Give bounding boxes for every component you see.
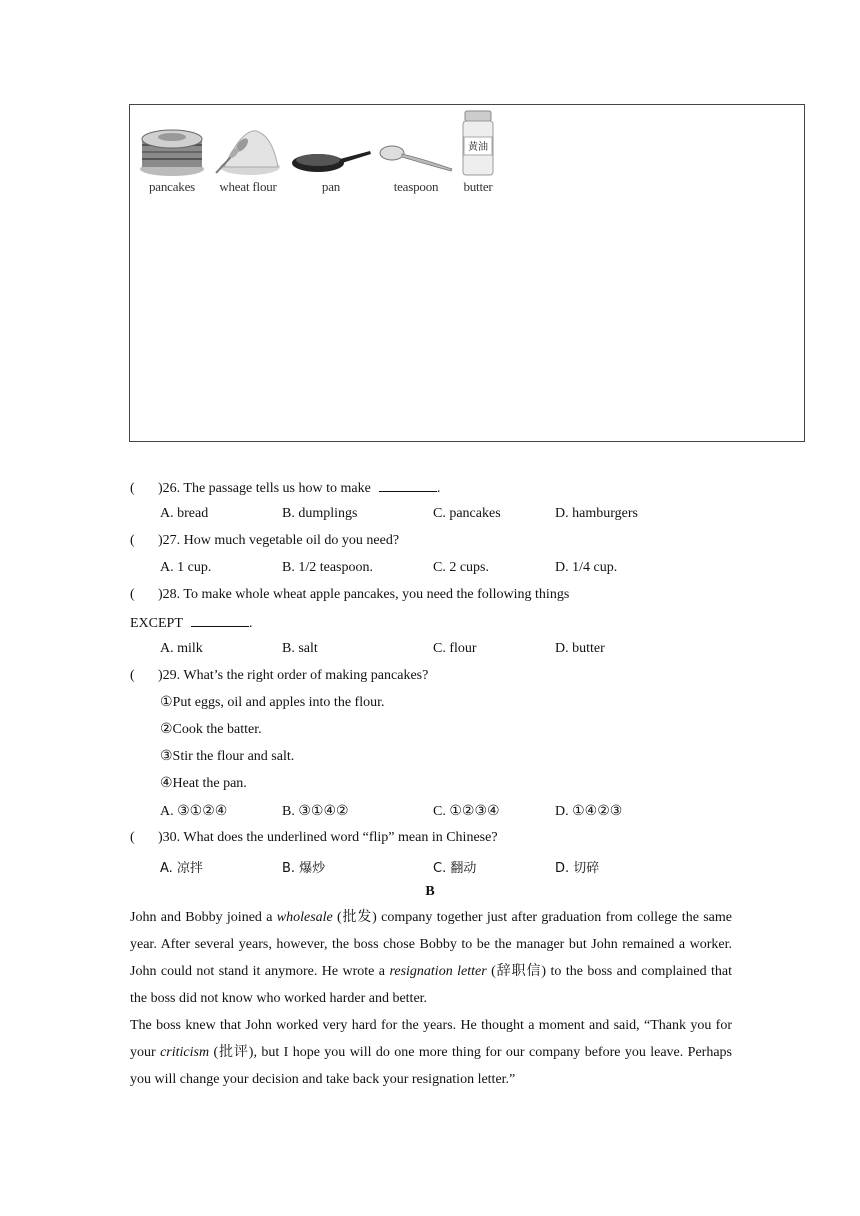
- question-stem: )29. What’s the right order of making pancakes?: [158, 668, 429, 683]
- butter-icon: [460, 109, 496, 177]
- answer-paren: (: [130, 830, 135, 845]
- answer-paren: (: [130, 668, 135, 683]
- option-b: B. dumplings: [282, 506, 358, 521]
- answer-paren: (: [130, 587, 135, 602]
- option-b: B. salt: [282, 641, 318, 656]
- question-28-cont: EXCEPT .: [130, 616, 253, 631]
- options-30: [0, 857, 860, 876]
- step-3: ③Stir the flour and salt.: [160, 749, 295, 764]
- option-b: B. 爆炒: [282, 861, 326, 876]
- picture-label: pan: [321, 179, 341, 194]
- option-d: D. butter: [555, 641, 605, 656]
- option-d: D. hamburgers: [555, 506, 638, 521]
- picture-teaspoon: [378, 123, 454, 195]
- options-29: [0, 803, 860, 819]
- question-29: [130, 668, 428, 684]
- step-1: ①Put eggs, oil and apples into the flour.: [160, 695, 385, 710]
- option-d: D. 切碎: [555, 861, 600, 876]
- picture-row: [138, 109, 502, 195]
- options-28: [0, 641, 860, 657]
- option-c: C. ①②③④: [433, 804, 500, 819]
- option-c: C. pancakes: [433, 506, 501, 521]
- section-heading: B: [425, 884, 435, 899]
- option-b: B. 1/2 teaspoon.: [282, 560, 373, 575]
- option-c: C. 翻动: [433, 861, 477, 876]
- paragraph-1: John and Bobby joined a wholesale (批发) company together just after graduation from college the same year. After several years, however, the boss chose Bobby to be the manager but John remained a worker. John could not stand it anymore. He wrote a resignation letter (辞职信) to the boss and complained that the boss did not know who worked harder and better.: [130, 910, 733, 1006]
- option-a: A. 1 cup.: [160, 560, 212, 575]
- question-stem: )28. To make whole wheat apple pancakes, you need the following things: [158, 587, 570, 602]
- option-a: A. bread: [160, 506, 209, 521]
- answer-paren: (: [130, 481, 135, 496]
- question-26: ( )26. The passage tells us how to make .: [130, 481, 441, 496]
- question-30: [130, 830, 498, 846]
- option-d: D. ①④②③: [555, 804, 623, 819]
- answer-blank: [379, 479, 437, 492]
- question-stem: )26. The passage tells us how to make: [158, 481, 371, 496]
- option-a: A. milk: [160, 641, 203, 656]
- teaspoon-icon: [378, 123, 454, 177]
- picture-label: teaspoon: [393, 179, 439, 194]
- question-27: [130, 533, 399, 549]
- picture-label: wheat flour: [219, 179, 277, 194]
- picture-label: pancakes: [148, 179, 196, 194]
- options-26: [0, 506, 860, 522]
- picture-butter: [460, 109, 496, 195]
- question-stem: )27. How much vegetable oil do you need?: [158, 533, 400, 548]
- answer-blank: [191, 614, 249, 627]
- step-4: ④Heat the pan.: [160, 776, 247, 791]
- question-stem: )30. What does the underlined word “flip” mean in Chinese?: [158, 830, 498, 845]
- picture-wheat-flour: [212, 123, 284, 195]
- wheat-flour-icon: [212, 123, 284, 177]
- question-28: [130, 587, 569, 603]
- butter-jar-text: 黄油: [468, 142, 488, 153]
- answer-paren: (: [130, 533, 135, 548]
- option-a: A. ③①②④: [160, 804, 228, 819]
- step-2: ②Cook the batter.: [160, 722, 262, 737]
- option-c: C. 2 cups.: [433, 560, 489, 575]
- option-d: D. 1/4 cup.: [555, 560, 618, 575]
- picture-label: butter: [463, 179, 493, 194]
- pan-icon: [290, 123, 372, 177]
- paragraph-2: The boss knew that John worked very hard for the years. He thought a moment and said, “Thank you for your criticism (批评), but I hope you will do one more thing for our company before you leave. Perhaps you will change your decision and take back your resignation letter.”: [130, 1018, 732, 1087]
- picture-pan: [290, 123, 372, 195]
- picture-box: [129, 104, 805, 442]
- option-b: B. ③①④②: [282, 804, 349, 819]
- option-c: C. flour: [433, 641, 477, 656]
- picture-pancakes: [138, 123, 206, 195]
- pancakes-icon: [138, 123, 206, 177]
- option-a: A. 凉拌: [160, 861, 203, 876]
- options-27: [0, 560, 860, 576]
